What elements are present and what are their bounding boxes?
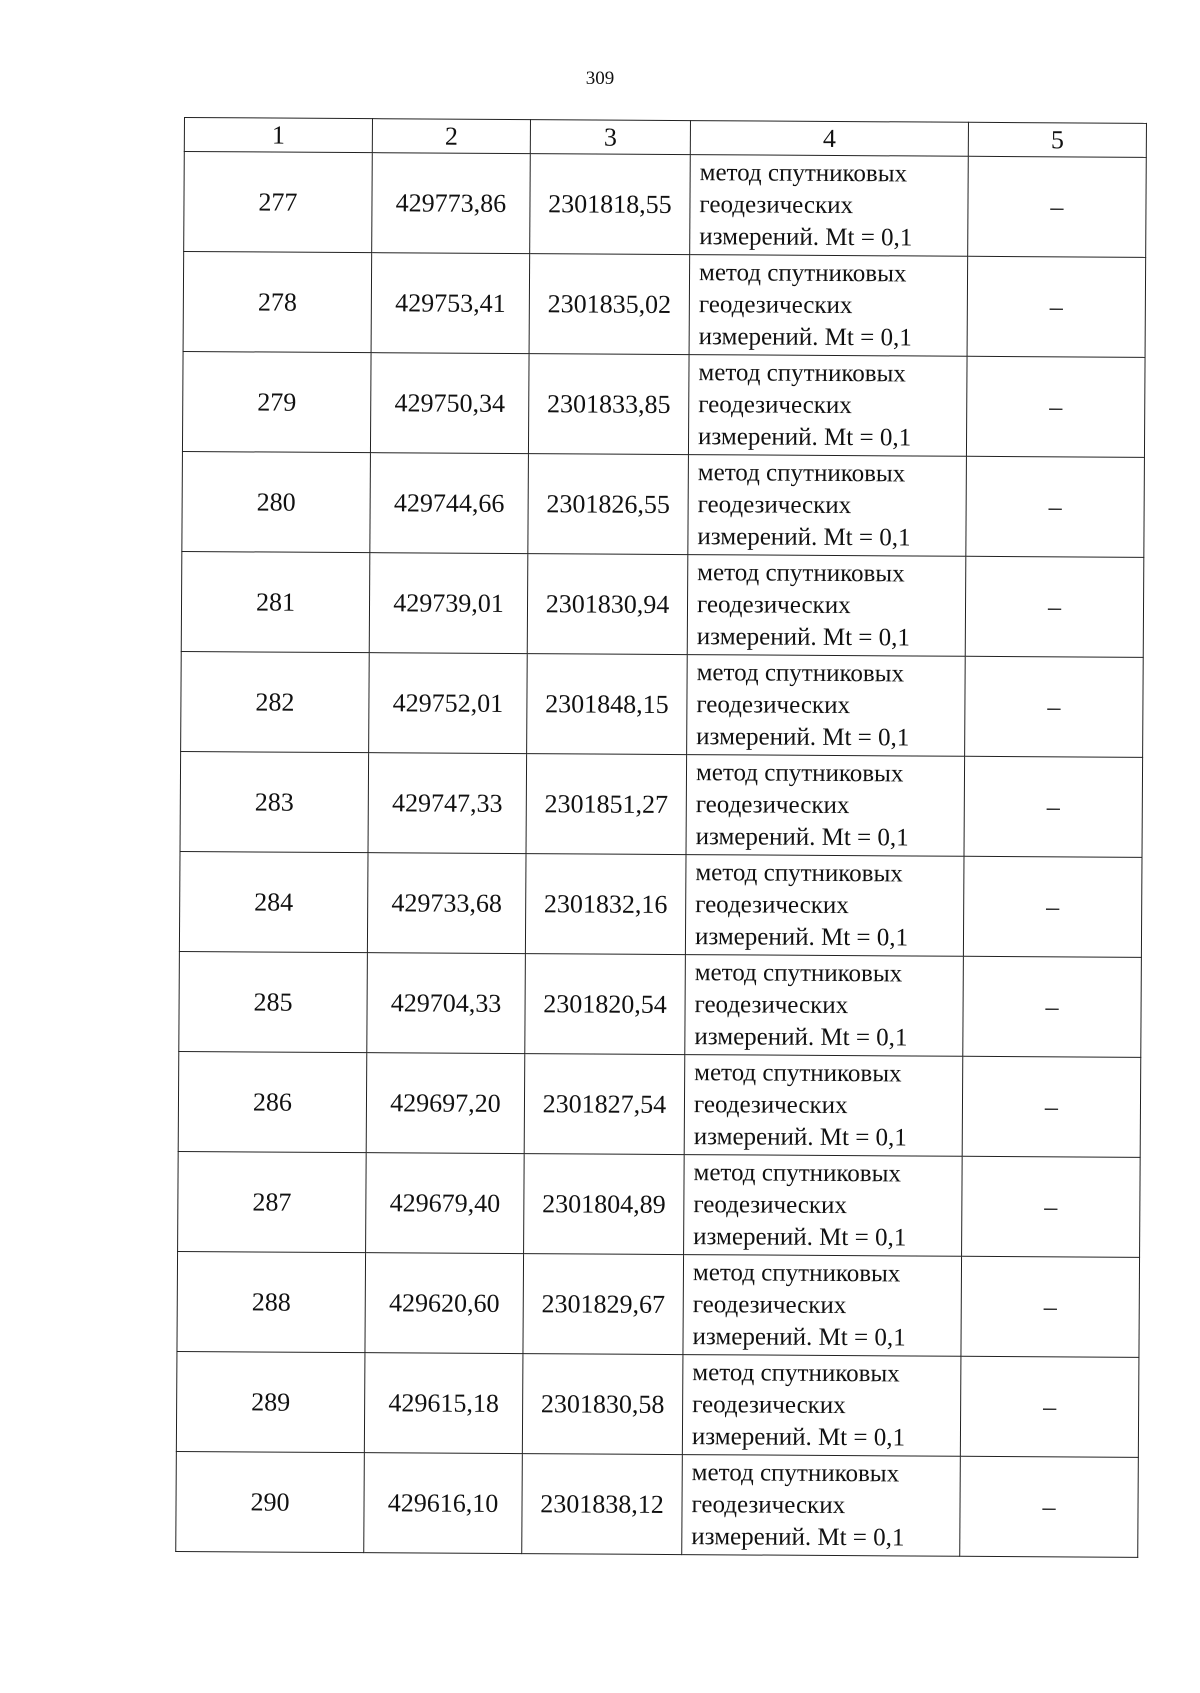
- method-line-3: измерений. Mt = 0,1: [693, 1222, 907, 1251]
- method-line-1: метод спутниковых: [695, 758, 904, 787]
- point-number: 284: [179, 851, 368, 952]
- table-body: [176, 152, 1147, 1558]
- header-col-4: 4: [690, 121, 968, 157]
- method-description: [685, 955, 964, 1057]
- coordinate-y: 2301833,85: [528, 354, 689, 455]
- coordinate-y: 2301851,27: [526, 754, 687, 855]
- coordinate-x: 429750,34: [370, 353, 529, 454]
- note-cell: –: [963, 956, 1142, 1057]
- method-line-1: метод спутниковых: [691, 1458, 900, 1487]
- note-cell: –: [968, 156, 1147, 257]
- point-number: 281: [181, 551, 370, 652]
- method-line-3: измерений. Mt = 0,1: [692, 1322, 906, 1351]
- method-line-1: метод спутниковых: [693, 1158, 902, 1187]
- method-description: [682, 1355, 961, 1457]
- point-number: 285: [179, 951, 368, 1052]
- method-line-1: метод спутниковых: [694, 958, 903, 987]
- method-description: [687, 655, 966, 757]
- method-description: [690, 155, 969, 257]
- table-row: [179, 851, 1142, 957]
- table-row: [181, 651, 1144, 757]
- note-cell: –: [967, 256, 1146, 357]
- note-cell: –: [961, 1256, 1140, 1357]
- method-line-2: геодезических: [699, 190, 854, 219]
- method-line-3: измерений. Mt = 0,1: [694, 1022, 908, 1051]
- method-line-3: измерений. Mt = 0,1: [691, 1522, 905, 1551]
- method-line-2: геодезических: [697, 490, 852, 519]
- method-line-2: геодезических: [691, 1490, 846, 1519]
- method-description: [689, 255, 968, 357]
- method-line-3: измерений. Mt = 0,1: [699, 222, 913, 251]
- note-cell: –: [965, 556, 1144, 657]
- coordinate-x: 429753,41: [371, 253, 530, 354]
- point-number: 282: [181, 651, 370, 752]
- table-row: [182, 351, 1145, 457]
- method-line-3: измерений. Mt = 0,1: [695, 822, 909, 851]
- method-line-1: метод спутниковых: [692, 1358, 900, 1387]
- point-number: 279: [182, 351, 371, 452]
- note-cell: –: [962, 1156, 1141, 1257]
- coordinate-x: 429697,20: [366, 1053, 525, 1154]
- method-line-3: измерений. Mt = 0,1: [693, 1122, 907, 1151]
- header-col-1: 1: [184, 118, 372, 153]
- table-row: [179, 951, 1142, 1057]
- table-row: [182, 451, 1145, 557]
- method-line-2: геодезических: [698, 390, 852, 419]
- coordinates-table: [175, 117, 1147, 1558]
- page-number: 309: [585, 68, 615, 89]
- table-row: [177, 1251, 1140, 1357]
- method-line-1: метод спутниковых: [697, 558, 905, 587]
- coordinate-y: 2301826,55: [528, 454, 689, 555]
- note-cell: –: [966, 456, 1145, 557]
- method-line-2: геодезических: [695, 890, 849, 919]
- point-number: 287: [178, 1151, 367, 1252]
- table-row: [181, 551, 1144, 657]
- coordinate-x: 429733,68: [367, 853, 526, 954]
- method-line-2: геодезических: [693, 1190, 848, 1219]
- method-line-2: геодезических: [694, 990, 849, 1019]
- note-cell: –: [966, 356, 1145, 457]
- point-number: 283: [180, 751, 369, 852]
- coordinate-y: 2301830,94: [527, 554, 688, 655]
- method-description: [688, 355, 967, 457]
- coordinate-y: 2301838,12: [522, 1454, 683, 1555]
- coordinate-x: 429739,01: [369, 553, 528, 654]
- coordinate-y: 2301848,15: [527, 654, 688, 755]
- note-cell: –: [960, 1356, 1139, 1457]
- method-description: [687, 555, 966, 657]
- point-number: 277: [184, 152, 373, 253]
- coordinate-y: 2301829,67: [523, 1254, 684, 1355]
- table-row: [184, 152, 1147, 258]
- method-line-1: метод спутниковых: [698, 358, 906, 387]
- header-col-2: 2: [372, 119, 530, 154]
- coordinate-x: 429620,60: [365, 1253, 524, 1354]
- coordinate-x: 429744,66: [370, 453, 529, 554]
- method-description: [685, 855, 964, 957]
- coordinate-y: 2301830,58: [522, 1354, 683, 1455]
- method-line-3: измерений. Mt = 0,1: [691, 1422, 906, 1451]
- table-row: [176, 1451, 1139, 1557]
- coordinate-y: 2301835,02: [529, 254, 690, 355]
- method-line-3: измерений. Mt = 0,1: [698, 322, 912, 351]
- table-row: [183, 252, 1146, 358]
- method-line-2: геодезических: [693, 1090, 848, 1119]
- note-cell: –: [960, 1456, 1139, 1557]
- coordinate-y: 2301804,89: [524, 1154, 685, 1255]
- coordinate-x: 429773,86: [372, 153, 531, 254]
- method-line-2: геодезических: [692, 1290, 847, 1319]
- method-line-2: геодезических: [696, 690, 851, 719]
- point-number: 278: [183, 252, 372, 353]
- method-line-3: измерений. Mt = 0,1: [696, 622, 910, 651]
- coordinate-x: 429679,40: [366, 1153, 525, 1254]
- method-line-1: метод спутниковых: [699, 158, 908, 187]
- note-cell: –: [964, 756, 1143, 857]
- note-cell: –: [962, 1056, 1141, 1157]
- method-line-1: метод спутниковых: [694, 1058, 902, 1087]
- point-number: 286: [178, 1051, 367, 1152]
- coordinate-x: 429615,18: [364, 1353, 523, 1454]
- method-line-1: метод спутниковых: [697, 458, 906, 487]
- coordinate-x: 429747,33: [368, 753, 527, 854]
- point-number: 290: [176, 1451, 365, 1552]
- coordinate-x: 429616,10: [364, 1453, 523, 1554]
- method-description: [686, 755, 965, 857]
- method-line-2: геодезических: [696, 590, 851, 619]
- method-description: [682, 1455, 961, 1557]
- method-line-3: измерений. Mt = 0,1: [697, 422, 912, 451]
- table-row: [180, 751, 1143, 857]
- method-line-1: метод спутниковых: [692, 1258, 901, 1287]
- method-description: [684, 1155, 963, 1257]
- method-line-1: метод спутниковых: [696, 658, 905, 687]
- method-line-2: геодезических: [695, 790, 850, 819]
- coordinate-y: 2301832,16: [525, 854, 686, 955]
- method-line-3: измерений. Mt = 0,1: [694, 922, 909, 951]
- table-row: [176, 1351, 1139, 1457]
- point-number: 280: [182, 451, 371, 552]
- method-line-2: геодезических: [698, 290, 853, 319]
- method-description: [683, 1255, 962, 1357]
- point-number: 288: [177, 1251, 366, 1352]
- header-col-5: 5: [968, 122, 1146, 157]
- method-description: [688, 455, 967, 557]
- table-row: [178, 1051, 1141, 1157]
- coordinate-y: 2301827,54: [524, 1054, 685, 1155]
- coordinate-y: 2301818,55: [530, 154, 691, 255]
- coordinate-y: 2301820,54: [525, 954, 686, 1055]
- method-line-1: метод спутниковых: [698, 258, 907, 287]
- point-number: 289: [176, 1351, 365, 1452]
- coordinate-x: 429752,01: [369, 653, 528, 754]
- method-line-3: измерений. Mt = 0,1: [697, 522, 911, 551]
- table-row: [178, 1151, 1141, 1257]
- method-line-2: геодезических: [692, 1390, 846, 1419]
- coordinate-x: 429704,33: [367, 953, 526, 1054]
- method-line-3: измерений. Mt = 0,1: [696, 722, 910, 751]
- method-line-1: метод спутниковых: [695, 858, 903, 887]
- note-cell: –: [965, 656, 1144, 757]
- header-col-3: 3: [530, 120, 690, 155]
- note-cell: –: [963, 856, 1142, 957]
- method-description: [684, 1055, 963, 1157]
